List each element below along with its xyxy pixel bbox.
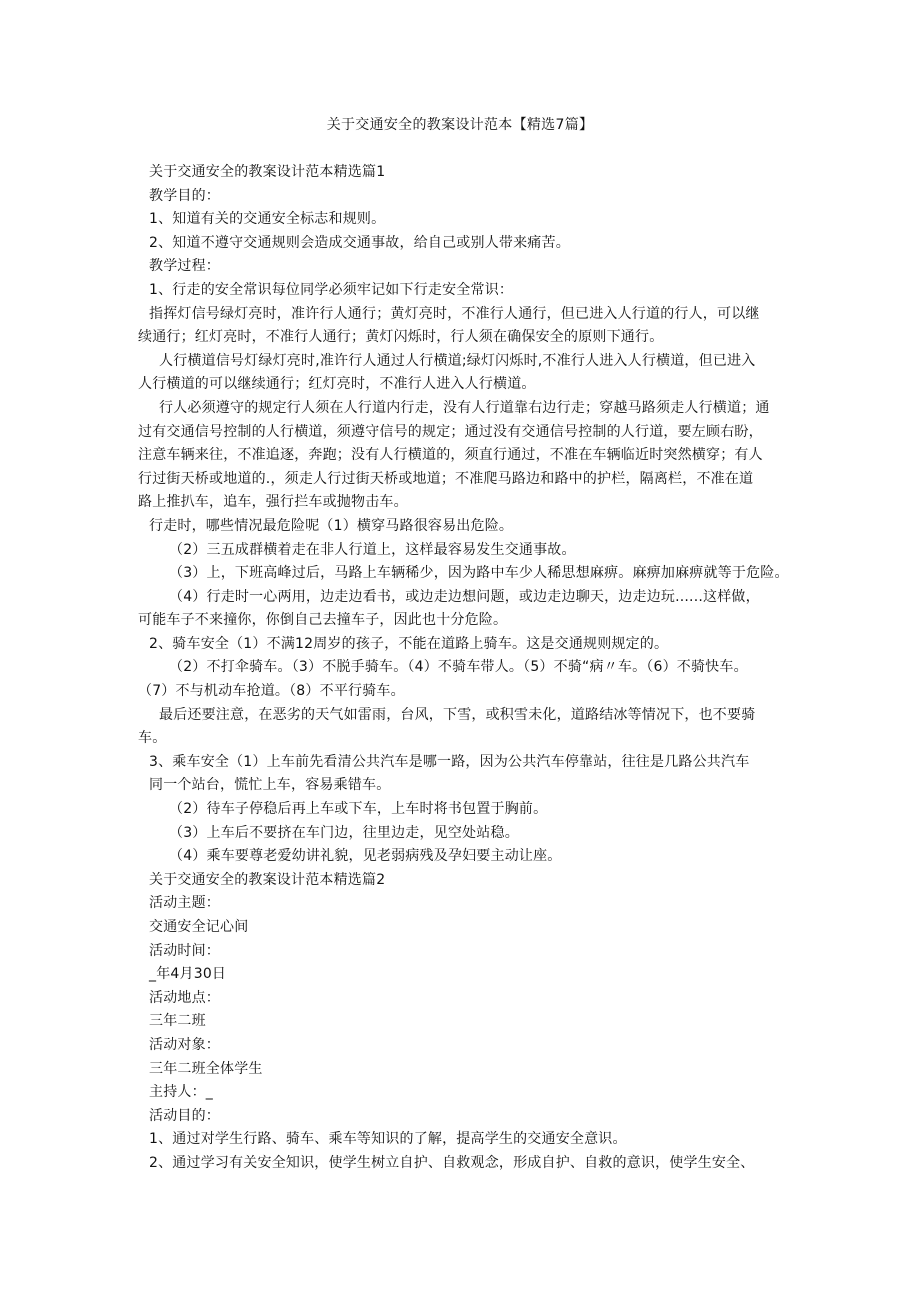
text-line: 指挥灯信号绿灯亮时，准许行人通行；黄灯亮时，不准行人通行，但已进入人行道的行人，可以继 xyxy=(149,305,760,322)
text-line: 2、通过学习有关安全知识，使学生树立自护、自救观念，形成自护、自救的意识，使学生安全、 xyxy=(149,1154,755,1171)
text-line: 三年二班 xyxy=(149,1013,206,1030)
text-line: 3、乘车安全（1）上车前先看清公共汽车是哪一路，因为公共汽车停靠站，往往是几路公共汽车 xyxy=(149,753,750,770)
text-line: 可能车子不来撞你，你倒自己去撞车子，因此也十分危险。 xyxy=(138,612,508,629)
text-line: 1、行走的安全常识每位同学必须牢记如下行走安全常识： xyxy=(149,281,514,298)
document-title: 关于交通安全的教案设计范本【精选7篇】 xyxy=(326,117,594,133)
text-line: 行走时，哪些情况最危险呢（1）横穿马路很容易出危险。 xyxy=(149,517,514,534)
text-line: _年4月30日 xyxy=(149,966,227,983)
text-line: （4）乘车要尊老爱幼讲礼貌，见老弱病残及孕妇要主动让座。 xyxy=(169,848,562,865)
text-line: （2）不打伞骑车。（3）不脱手骑车。（4）不骑车带人。（5）不骑“病〃车。（6）不骑快车。 xyxy=(169,659,748,676)
text-line: 主持人：_ xyxy=(149,1084,213,1101)
text-line: 活动主题： xyxy=(149,895,220,912)
text-line: （7）不与机动车抢道。（8）不平行骑车。 xyxy=(138,683,405,700)
text-line: （3）上车后不要挤在车门边，往里边走，见空处站稳。 xyxy=(169,824,519,841)
text-line: 行过街天桥或地道的.，须走人行过街天桥或地道；不准爬马路边和路中的护栏，隔离栏，不准在道 xyxy=(138,470,754,487)
text-line: 教学过程： xyxy=(149,258,220,275)
text-line: 关于交通安全的教案设计范本精选篇1 xyxy=(149,164,386,180)
text-line: 人行横道的可以继续通行；红灯亮时，不准行人进入人行横道。 xyxy=(138,376,536,393)
text-line: 活动目的： xyxy=(149,1107,220,1124)
text-line: 路上推扒车，追车，强行拦车或抛物击车。 xyxy=(138,494,408,511)
text-line: 2、骑车安全（1）不满12周岁的孩子，不能在道路上骑车。这是交通规则规定的。 xyxy=(149,635,669,652)
text-line: 续通行；红灯亮时，不准行人通行；黄灯闪烁时，行人须在确保安全的原则下通行。 xyxy=(138,329,664,346)
text-line: （3）上，下班高峰过后，马路上车辆稀少，因为路中车少人稀思想麻痹。麻痹加麻痹就等于危险。 xyxy=(169,565,789,582)
text-line: 最后还要注意，在恶劣的天气如雷雨，台风，下雪，或积雪未化，道路结冰等情况下，也不要骑 xyxy=(159,706,756,723)
text-line: 过有交通信号控制的人行横道，须遵守信号的规定；通过没有交通信号控制的人行道，要左顾右盼， xyxy=(138,423,763,440)
text-line: 活动时间： xyxy=(149,942,220,959)
text-line: （4）行走时一心两用，边走边看书，或边走边想问题，或边走边聊天，边走边玩......这样做， xyxy=(169,588,760,605)
text-line: 交通安全记心间 xyxy=(149,919,249,935)
text-line: 注意车辆来往，不准追逐，奔跑；没有人行横道的，须直行通过，不准在车辆临近时突然横穿；有人 xyxy=(138,447,763,464)
text-line: 关于交通安全的教案设计范本精选篇2 xyxy=(149,871,386,888)
text-line: 活动对象： xyxy=(149,1036,220,1053)
text-line: 行人必须遵守的规定行人须在人行道内行走，没有人行道靠右边行走；穿越马路须走人行横道；通 xyxy=(159,399,770,416)
text-line: 教学目的： xyxy=(149,187,220,204)
text-line: （2）待车子停稳后再上车或下车，上车时将书包置于胸前。 xyxy=(169,801,548,818)
text-line: 1、知道有关的交通安全标志和规则。 xyxy=(149,211,386,228)
text-line: 同一个站台，慌忙上车，容易乘错车。 xyxy=(149,777,391,794)
text-line: 三年二班全体学生 xyxy=(149,1060,263,1077)
text-line: 1、通过对学生行路、骑车、乘车等知识的了解，提高学生的交通安全意识。 xyxy=(149,1131,627,1148)
text-line: 2、知道不遵守交通规则会造成交通事故，给自己或别人带来痛苦。 xyxy=(149,234,570,251)
text-line: 车。 xyxy=(138,730,167,747)
text-line: （2）三五成群横着走在非人行道上，这样最容易发生交通事故。 xyxy=(169,541,576,558)
document-body xyxy=(138,161,798,1176)
text-line: 人行横道信号灯绿灯亮时,准许行人通过人行横道;绿灯闪烁时,不准行人进入人行横道，但已进入 xyxy=(159,352,756,369)
text-line: 活动地点： xyxy=(149,989,220,1006)
